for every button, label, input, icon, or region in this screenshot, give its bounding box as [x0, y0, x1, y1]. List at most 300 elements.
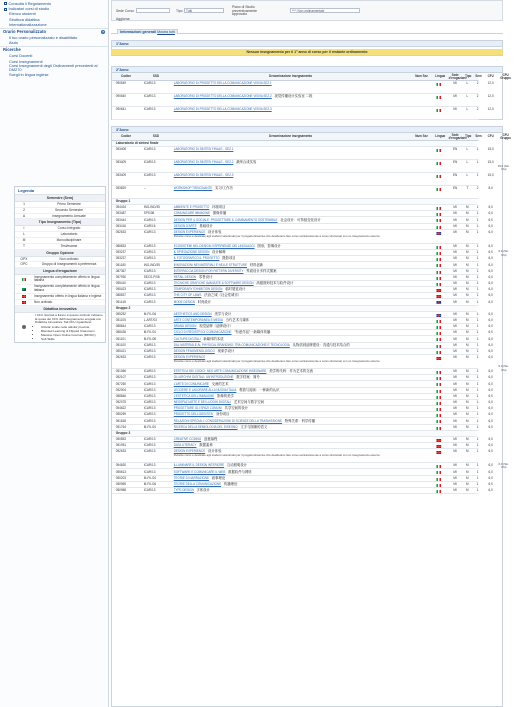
course-link[interactable]: CICLO DI REGISTRI DI COMUNICAZIONE	[173, 330, 232, 335]
year3-table	[112, 132, 512, 494]
sidebar-link-indicatori[interactable]: Indicatori corsi di studio	[0, 6, 108, 11]
course-link[interactable]: WORKSHOP TIROCINANTE	[173, 186, 213, 191]
group3-title: Gruppo 3	[112, 431, 477, 437]
course-link[interactable]: TEORIE DI NARRAZIONE	[173, 475, 209, 480]
flag-italy-icon	[436, 213, 440, 216]
course-cfu: 6,0	[488, 324, 493, 329]
flag-italy-icon	[436, 383, 440, 386]
course-link[interactable]: CULTURE DIGITALI	[173, 336, 201, 341]
course-link[interactable]: THE CITY OF LAWS	[173, 293, 202, 298]
course-link[interactable]: MODE DESIGN	[173, 299, 195, 304]
course-ssd: ICAR/13	[143, 469, 156, 474]
course-sede: MI	[453, 393, 457, 398]
help-icon[interactable]: ?	[102, 30, 104, 35]
course-type: M	[466, 443, 469, 448]
course-ssd: ICAR/13	[143, 147, 156, 152]
table-row	[112, 229, 493, 244]
course-code: 088846	[115, 393, 127, 398]
lab-subheader: Laboratorio di sintesi finale	[112, 141, 477, 147]
info-bar	[111, 28, 503, 34]
course-name-cell	[174, 276, 408, 280]
course-name-cell	[174, 82, 408, 86]
course-name-cell	[174, 148, 408, 152]
course-name-cell	[174, 288, 408, 292]
course-language	[436, 258, 443, 262]
course-link[interactable]: COMUNICARE IMMAGINE	[173, 211, 210, 216]
course-type: M	[466, 205, 469, 210]
course-sede: MI	[453, 406, 457, 411]
course-name-cell	[174, 477, 408, 481]
course-type: M	[466, 424, 469, 429]
course-name-cell	[174, 344, 408, 348]
course-type: M	[466, 342, 469, 347]
course-code: 053237	[115, 250, 127, 255]
course-link[interactable]: ILLUMINARE IL DESIGN INTERIORE	[173, 463, 225, 468]
course-link[interactable]: BRAND DESIGN	[173, 324, 197, 329]
course-description: Durante corso e destinato agli studenti selezionati per il progetto Erasmus che desiderano fare corso esclusivamente a corso strutturato con un insegnamento esterno	[173, 358, 380, 363]
course-link[interactable]: LABORATORIO DI SINTESI FINALE - SEZ.1	[173, 147, 234, 152]
course-type: M	[466, 393, 469, 398]
course-link[interactable]: TEORIE DELLA COMUNICAZIONE	[173, 481, 222, 486]
course-link[interactable]: TEMPORARY EXHIBITION DESIGN	[173, 287, 223, 292]
sidebar-link-lingua-inglese[interactable]: Scegli in lingua inglese	[9, 72, 49, 78]
course-link[interactable]: NEOSPAZI ARTE E DEI LUOGHI DIGITALI	[173, 400, 232, 405]
course-type: L	[466, 147, 469, 152]
course-name-cell	[174, 395, 408, 399]
piano-select[interactable]: ***: Non ordinamentale	[290, 8, 360, 13]
course-code: 052633	[115, 449, 127, 454]
course-cfu: 6,0	[488, 488, 493, 493]
flag-italy-icon	[436, 338, 440, 341]
course-link[interactable]: L'ESTETICA DELL'IMMAGINE	[173, 393, 215, 398]
course-language	[436, 231, 443, 235]
course-cfu: 6,0	[488, 336, 493, 341]
course-sede: MI	[453, 223, 457, 228]
course-code: 052107	[115, 375, 127, 380]
course-link[interactable]: LABORATORIO DI SINTESI FINALE - SEZ.2	[173, 160, 234, 165]
course-cfu: 15,0	[487, 173, 494, 178]
course-language	[436, 264, 443, 268]
course-sede: MI	[453, 412, 457, 417]
course-link[interactable]: AESTHETICS AND DESIGN	[173, 311, 212, 316]
sidebar-link-aiuto[interactable]: Aiuto	[9, 40, 18, 46]
filter-label-tipo: Tipo	[176, 9, 183, 13]
group2-rows	[112, 311, 509, 431]
sidebar-link-orario-disabilitato[interactable]: Il tuo orario personalizzato e disabilitato	[9, 35, 78, 41]
course-type: M	[466, 488, 469, 493]
course-code: 055252	[115, 311, 127, 316]
course-sede: MI	[453, 400, 457, 405]
show-all-link[interactable]: Mostra tutti	[157, 29, 175, 34]
course-sede: MI	[453, 281, 457, 286]
course-cfu: 6,0	[488, 229, 493, 234]
course-translation: 叙事理论	[211, 475, 226, 480]
course-ssd: ICAR/13	[143, 418, 156, 423]
course-cfu: 6,0	[488, 369, 493, 374]
course-sede: MI	[453, 293, 457, 298]
course-cfu: 6,0	[488, 342, 493, 347]
course-name-cell	[174, 212, 408, 216]
course-cfu: 6,0	[488, 268, 493, 273]
course-link[interactable]: DESIGN EXPERIENCE	[173, 355, 206, 360]
course-ssd: ICAR/13	[143, 375, 156, 380]
course-cfu: 6,0	[488, 406, 493, 411]
course-semester: 1	[476, 299, 479, 304]
year1-notice: Nessun insegnamento per il 1° anno di corso per il restante ordinamento	[111, 49, 503, 55]
course-sede: MI	[453, 463, 457, 468]
course-translation: 文字与图像的语义	[240, 424, 268, 429]
course-ssd: ICAR/13	[143, 324, 156, 329]
course-language	[436, 251, 443, 255]
innovative-teaching-icon	[22, 325, 26, 329]
course-language	[436, 471, 443, 475]
course-link[interactable]: AMBIENTE E PROGETTO	[173, 205, 210, 210]
course-code: 051180	[115, 262, 126, 267]
course-link[interactable]: LABORATORIO DI PROGETTO DELLA COMUNICAZIONE VISIVA SEZ.3	[173, 107, 272, 112]
tirocinio-row	[112, 186, 493, 199]
course-description: Durante corso e destinato agli studenti selezionati per il progetto Erasmus che desiderano fare corso esclusivamente a corso strutturato con un insegnamento esterno	[173, 453, 380, 458]
course-language	[436, 426, 443, 430]
course-semester: 1	[476, 488, 479, 493]
course-name-cell	[174, 483, 408, 487]
course-sede: MI	[453, 424, 457, 429]
update-button[interactable]: Aggiorna	[116, 16, 130, 21]
course-type: M	[466, 348, 469, 353]
course-code: 051764	[115, 424, 127, 429]
course-code: 090640	[115, 94, 127, 99]
group3-rows	[112, 437, 509, 494]
course-sede: MI	[453, 229, 457, 234]
course-code: 050853	[115, 437, 127, 441]
course-link[interactable]: PROGETTO DELL'IDENTITA'	[173, 412, 214, 417]
course-semester: 1	[476, 469, 479, 474]
course-cfu: 6,0	[488, 211, 493, 216]
course-semester: 1	[476, 250, 479, 255]
course-type: L	[466, 160, 469, 165]
course-code: 055613	[115, 469, 127, 474]
table-row	[112, 488, 493, 494]
course-link[interactable]: DESIGN EXPERIENCE	[173, 449, 206, 454]
course-language	[436, 489, 443, 493]
course-type: M	[466, 330, 469, 335]
course-language	[436, 356, 443, 360]
legend-group-header: Gruppo Opzione	[15, 250, 105, 257]
flag-italy-icon	[436, 258, 440, 261]
course-code: 051145	[115, 299, 126, 304]
legend-row: OPX Non ordinato	[15, 257, 105, 263]
course-type: L	[466, 107, 469, 112]
course-code: 050968	[115, 488, 127, 493]
info-tab[interactable]: Informazioni generali Mostra tutti	[117, 29, 178, 35]
course-code: 051818	[115, 418, 127, 423]
legend-row: L Laboratorio	[15, 232, 105, 238]
course-cfu: 6,0	[488, 443, 493, 448]
course-sede: MI	[453, 107, 457, 112]
course-sede: EN	[452, 160, 458, 165]
course-ssd: ICAR/13	[143, 463, 156, 468]
course-code: 051951	[115, 443, 127, 448]
course-language	[436, 444, 443, 448]
sidebar-link-struttura[interactable]: Struttura didattica	[9, 16, 40, 22]
course-language	[436, 350, 443, 354]
course-sede: MI	[453, 437, 457, 441]
table-row	[112, 81, 494, 94]
course-sede: MI	[453, 318, 457, 322]
course-cfu: 6,0	[488, 449, 493, 454]
course-cfu: 6,0	[488, 355, 493, 360]
course-name-cell	[174, 338, 408, 342]
flag-uk-icon	[436, 451, 440, 454]
sidebar-link-corsi-docenti[interactable]: Corsi Docenti	[9, 53, 33, 59]
sidebar-link-elenco-studenti[interactable]: Elenco studenti	[9, 11, 36, 17]
course-link[interactable]: IL SPIEGAZIONE DESIGN	[173, 250, 210, 255]
flag-italy-icon	[436, 484, 440, 487]
course-code: 055421	[115, 348, 127, 353]
table-header: Codice SSD Denominazione Insegnamento Num Sez Lingua Sede d'erogazione Tipo Sem CFU CFU Gruppo	[112, 133, 479, 141]
table-row	[112, 449, 493, 463]
course-translation: 影像的美学	[217, 393, 234, 398]
course-sede: MI	[453, 336, 457, 341]
course-cfu: 8,0	[488, 186, 493, 191]
course-language	[436, 174, 443, 178]
course-type: M	[466, 250, 469, 255]
course-language	[436, 270, 443, 274]
course-language	[436, 465, 443, 469]
course-link[interactable]: LABORATORIO DI PROGETTO DELLA COMUNICAZIONE VISIVA SEZ.2	[173, 94, 272, 99]
course-language	[436, 401, 443, 405]
course-cfu: 6,0	[488, 424, 493, 429]
course-semester: 1	[476, 481, 479, 486]
course-translation: 视觉传播设计实验室 二段	[274, 94, 313, 99]
sidebar-link-regolamento[interactable]: Consulta il Regolamento	[0, 1, 108, 6]
flag-italy-icon	[436, 396, 440, 399]
course-sede: MI	[453, 299, 457, 304]
group1-rows	[112, 205, 509, 306]
course-type: M	[466, 217, 469, 222]
course-link[interactable]: L'ARTE DI COMUNICARE	[173, 381, 209, 386]
flag-uk-icon	[22, 301, 27, 304]
course-type: M	[466, 268, 469, 273]
flag-italy-icon	[436, 402, 440, 405]
flag-italy-icon	[436, 478, 440, 481]
course-link[interactable]: LABORATORIO DI SINTESI FINALE - SEZ.3	[173, 173, 234, 178]
flag-italy-icon	[436, 345, 440, 348]
course-translation: 特殊关系：科学传播	[284, 418, 316, 423]
flag-italy-icon	[436, 351, 440, 354]
legend-title: Legenda	[15, 187, 105, 195]
course-link[interactable]: ARTE CONTEMPORANEA E MEDIA	[173, 318, 223, 322]
course-semester: 1	[476, 418, 479, 423]
course-ssd: ING-IND/35	[143, 262, 160, 267]
course-link[interactable]: DATA LITERACY	[173, 443, 197, 448]
course-cfu: 6,0	[488, 330, 493, 335]
flag-italy-icon	[436, 465, 440, 468]
course-type: T	[466, 186, 469, 191]
course-translation: 现象学设计	[217, 348, 235, 353]
course-link[interactable]: DESIGN FENOMENOLOGICO	[173, 348, 215, 353]
course-type: M	[466, 355, 469, 360]
course-name-cell	[174, 413, 408, 417]
course-link[interactable]: PROGETTARE GLI SPAZI COMUNI	[173, 406, 222, 411]
course-name-cell	[174, 426, 408, 430]
course-translation: 环境项目	[212, 205, 226, 210]
course-code: 054630	[115, 463, 127, 468]
course-ssd: ICAR/13	[143, 107, 156, 112]
course-translation: 高级图形技术与软件设计	[256, 281, 294, 286]
course-code: 053409	[115, 173, 127, 178]
sede-select[interactable]	[136, 8, 170, 13]
course-type: M	[466, 287, 469, 292]
sidebar-link-corsi-insegnamenti[interactable]: Corsi Insegnamenti	[9, 58, 43, 64]
course-sede: MI	[453, 205, 457, 210]
course-language	[436, 187, 443, 191]
course-type: M	[466, 243, 469, 248]
course-code: 053487	[115, 211, 127, 216]
course-semester: 1	[476, 160, 479, 165]
course-translation: 数据素养	[199, 443, 213, 448]
course-translation: 图形，影像设计	[257, 243, 281, 248]
course-type: M	[466, 400, 469, 405]
course-semester: 1	[476, 406, 479, 411]
legend-row: T Tesi/esame	[15, 244, 105, 250]
course-translation: 设计体验	[207, 229, 222, 234]
sidebar-heading-orario: Orario Personalizzato ?	[0, 28, 108, 35]
flag-italy-icon	[436, 408, 440, 411]
table-row	[112, 355, 493, 369]
course-sede: EN	[452, 186, 458, 191]
course-code: 052004	[115, 387, 127, 392]
flag-italy-icon	[436, 490, 440, 493]
flag-italy-icon	[436, 390, 440, 393]
document-icon	[4, 8, 7, 11]
flag-italy-icon	[436, 246, 440, 249]
course-link[interactable]: RELAZIONI SPECIALI: CONSIDERAZIONI DI SCIENZE DELLA TRASMISSIONE	[173, 418, 282, 423]
course-sede: MI	[453, 475, 457, 480]
legend-row: Non ordinato	[15, 300, 105, 306]
course-sede: MI	[453, 481, 457, 486]
course-ssd: ICAR/13	[143, 81, 156, 86]
course-ssd: M-FIL/05	[143, 336, 157, 341]
course-semester: 1	[476, 412, 479, 417]
course-translation: 互动照明设计	[226, 463, 248, 468]
course-semester: 1	[476, 324, 479, 329]
course-code: 087367	[115, 268, 127, 273]
course-link[interactable]: ESTETICA DEI CODICI: NEO ARTE COMUNICAZIONE INSEGNARE	[173, 369, 267, 374]
course-type: M	[466, 375, 469, 380]
sidebar-link-ordinamenti-precedenti[interactable]: Corsi Insegnamenti degli Ordinamenti precedenti al DM270	[9, 62, 98, 73]
course-translation: "有意作品"一新媒体传播	[234, 330, 271, 335]
course-semester: 1	[476, 348, 479, 353]
course-type: M	[466, 229, 469, 234]
main-content	[111, 0, 512, 707]
flag-uk-icon	[436, 295, 440, 298]
course-type: M	[466, 463, 469, 468]
course-link[interactable]: RETAIL DESIGN	[173, 274, 197, 279]
course-code: 088844	[115, 324, 127, 329]
course-link[interactable]: INTERFACCIA DESIGN FOR PATTERN DIVERSITY	[173, 268, 244, 273]
course-ssd: ICAR/13	[143, 229, 156, 234]
course-language	[436, 344, 443, 348]
course-cfu: 15,0	[487, 147, 494, 152]
course-name-cell	[174, 319, 408, 323]
tipo-select[interactable]: Tutti	[184, 8, 224, 13]
course-translation: 数字档案：简介	[236, 375, 260, 380]
course-sede: MI	[453, 418, 457, 423]
course-link[interactable]: TYPE DESIGN	[173, 488, 194, 493]
course-language	[436, 276, 443, 280]
course-translation: 视觉品牌（品牌设计）	[199, 324, 233, 329]
course-link[interactable]: INNOVAZIONI NEI MATERIALI E NELLE STRUTTURE	[173, 262, 247, 267]
course-name-cell	[174, 95, 408, 99]
course-sede: MI	[453, 211, 457, 216]
course-type: M	[466, 318, 469, 322]
course-name-cell	[174, 264, 408, 268]
course-semester: 1	[476, 443, 479, 448]
course-translation: 创意编程	[203, 437, 218, 441]
course-ssd: ICAR/13	[143, 287, 156, 292]
course-name-cell	[174, 313, 408, 317]
course-ssd: ICAR/13	[143, 387, 156, 392]
group-cfu-note: 15,0 (Sin. Cfu)	[497, 163, 510, 172]
course-link[interactable]: DESIGN PER IL SOCIALE: PROGETTARE IL CAMBIAMENTO SOSTENIBILE	[173, 217, 278, 222]
course-link[interactable]: ECOSISTEMI NEL DESIGN: ESPERIENZE DEI LINGUAGGI	[173, 243, 255, 248]
course-link[interactable]: LABORATORIO DI PROGETTO DELLA COMUNICAZIONE VISIVA SEZ.1	[173, 81, 272, 86]
sidebar	[0, 0, 109, 707]
course-link[interactable]: LEGGERE E LAVORARE ALLA NUOVA ITALIA	[173, 387, 237, 392]
course-name-cell	[174, 325, 408, 329]
course-link[interactable]: RICERCA DELLA SEMIOLOGIA DEL DISEGNO	[173, 424, 238, 429]
course-semester: 1	[476, 387, 479, 392]
course-semester: 1	[476, 400, 479, 405]
course-name-cell	[174, 350, 408, 354]
course-type: M	[466, 293, 469, 298]
course-translation: 新媒体的本质	[203, 336, 224, 341]
course-sede: MI	[453, 324, 457, 329]
course-link[interactable]: SOFTWARE E COMUNICARE IL WEB	[173, 469, 226, 474]
course-ssd: ICAR/13	[143, 355, 156, 360]
course-type: M	[466, 211, 469, 216]
course-name-cell	[174, 331, 408, 335]
course-translation: 摄影项目	[222, 256, 236, 261]
course-link[interactable]: CREATIVE CODING	[173, 437, 202, 441]
course-cfu: 6,0	[488, 348, 493, 353]
course-name-cell	[174, 489, 408, 493]
legend-type-header: Tipo Insegnamento (Tipo)	[15, 219, 105, 226]
course-name-cell	[174, 438, 408, 442]
course-link[interactable]: TECNICHE GRAFICHE AVANZATE & SOFTWARE DESIGN	[173, 281, 254, 286]
course-type: M	[466, 481, 469, 486]
course-code: 053829	[115, 186, 127, 191]
course-semester: 1	[476, 229, 479, 234]
course-language	[436, 301, 443, 305]
course-cfu: 12,0	[487, 94, 494, 99]
course-link[interactable]: DESIGN D'ARTE	[173, 223, 197, 228]
course-semester: 1	[476, 330, 479, 335]
course-type: M	[466, 262, 469, 267]
course-type: L	[466, 94, 469, 99]
course-link[interactable]: GLI ARCHIVI DIGITALI: UN'INTRODUZIONE	[173, 375, 234, 380]
course-type: M	[466, 336, 469, 341]
course-cfu: 6,0	[488, 375, 493, 380]
course-link[interactable]: IL FOTOGRAFICO IL PROGETTO	[173, 256, 220, 261]
sidebar-link-internazionalizzazione[interactable]: Internationalizzazione	[9, 21, 47, 27]
course-link[interactable]: DAL MATERIALE AL PHYSICAL BRANDING: TRA COMUNICAZIONE E TECNOLOGIA	[173, 342, 290, 347]
course-ssd: M-FIL/01	[143, 475, 157, 480]
course-code: 052075	[115, 400, 127, 405]
course-link[interactable]: DESIGN EXPERIENCE	[173, 229, 206, 234]
course-semester: 1	[476, 223, 479, 228]
course-type: M	[466, 437, 469, 441]
